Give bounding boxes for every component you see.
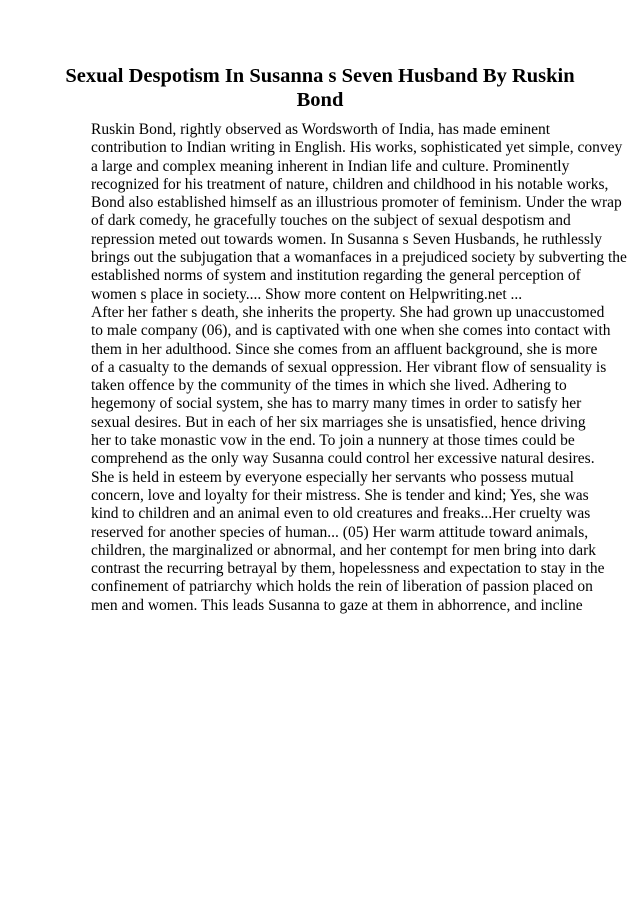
text-line: a large and complex meaning inherent in Indian life and culture. Prominently <box>91 157 570 175</box>
text-line: Ruskin Bond, rightly observed as Wordsworth of India, has made eminent <box>91 121 551 138</box>
text-line: children, the marginalized or abnormal, and her contempt for men bring into dark <box>91 541 597 559</box>
text-line: to male company (06), and is captivated with one when she comes into contact with <box>91 322 611 340</box>
text-line: of dark comedy, he gracefully touches on the subject of sexual despotism and <box>91 212 571 230</box>
document-title <box>60 64 580 112</box>
text-line: sexual desires. But in each of her six marriages she is unsatisfied, hence driving <box>91 413 586 431</box>
text-line: taken offence by the community of the times in which she lived. Adhering to <box>91 377 567 395</box>
text-line: comprehend as the only way Susanna could control her excessive natural desires. <box>91 450 595 468</box>
text-line: contrast the recurring betrayal by them, hopelessness and expectation to stay in the <box>91 560 605 578</box>
text-line: of a casualty to the demands of sexual oppression. Her vibrant flow of sensuality is <box>91 358 607 376</box>
text-line: her to take monastic vow in the end. To join a nunnery at those times could be <box>91 432 575 450</box>
body-text <box>91 121 627 615</box>
text-line: After her father s death, she inherits the property. She had grown up unaccustomed <box>91 303 605 321</box>
text-line: Bond also established himself as an illustrious promoter of feminism. Under the wrap <box>91 194 622 212</box>
text-line: brings out the subjugation that a womanfaces in a prejudiced society by subverting the <box>91 249 627 267</box>
title-line: Bond <box>296 89 344 111</box>
text-line: reserved for another species of human... (05) Her warm attitude toward animals, <box>91 523 589 541</box>
text-line: confinement of patriarchy which holds the rein of liberation of passion placed on <box>91 578 593 596</box>
text-line: women s place in society.... Show more content on Helpwriting.net ... <box>91 285 523 303</box>
text-line: recognized for his treatment of nature, children and childhood in his notable works, <box>91 175 609 193</box>
text-line: concern, love and loyalty for their mistress. She is tender and kind; Yes, she was <box>91 486 589 504</box>
title-line: Sexual Despotism In Susanna s Seven Husband By Ruskin <box>65 65 575 87</box>
text-line: kind to children and an animal even to old creatures and freaks...Her cruelty was <box>91 505 591 523</box>
text-line: them in her adulthood. Since she comes from an affluent background, she is more <box>91 340 598 358</box>
text-line: established norms of system and institution regarding the general perception of <box>91 267 581 285</box>
text-line: She is held in esteem by everyone especially her servants who possess mutual <box>91 468 574 486</box>
text-line: hegemony of social system, she has to marry many times in order to satisfy her <box>91 395 582 413</box>
text-line: contribution to Indian writing in English. His works, sophisticated yet simple, convey <box>91 139 623 157</box>
text-line: repression meted out towards women. In Susanna s Seven Husbands, he ruthlessly <box>91 230 602 248</box>
text-line: men and women. This leads Susanna to gaze at them in abhorrence, and incline <box>91 596 583 614</box>
